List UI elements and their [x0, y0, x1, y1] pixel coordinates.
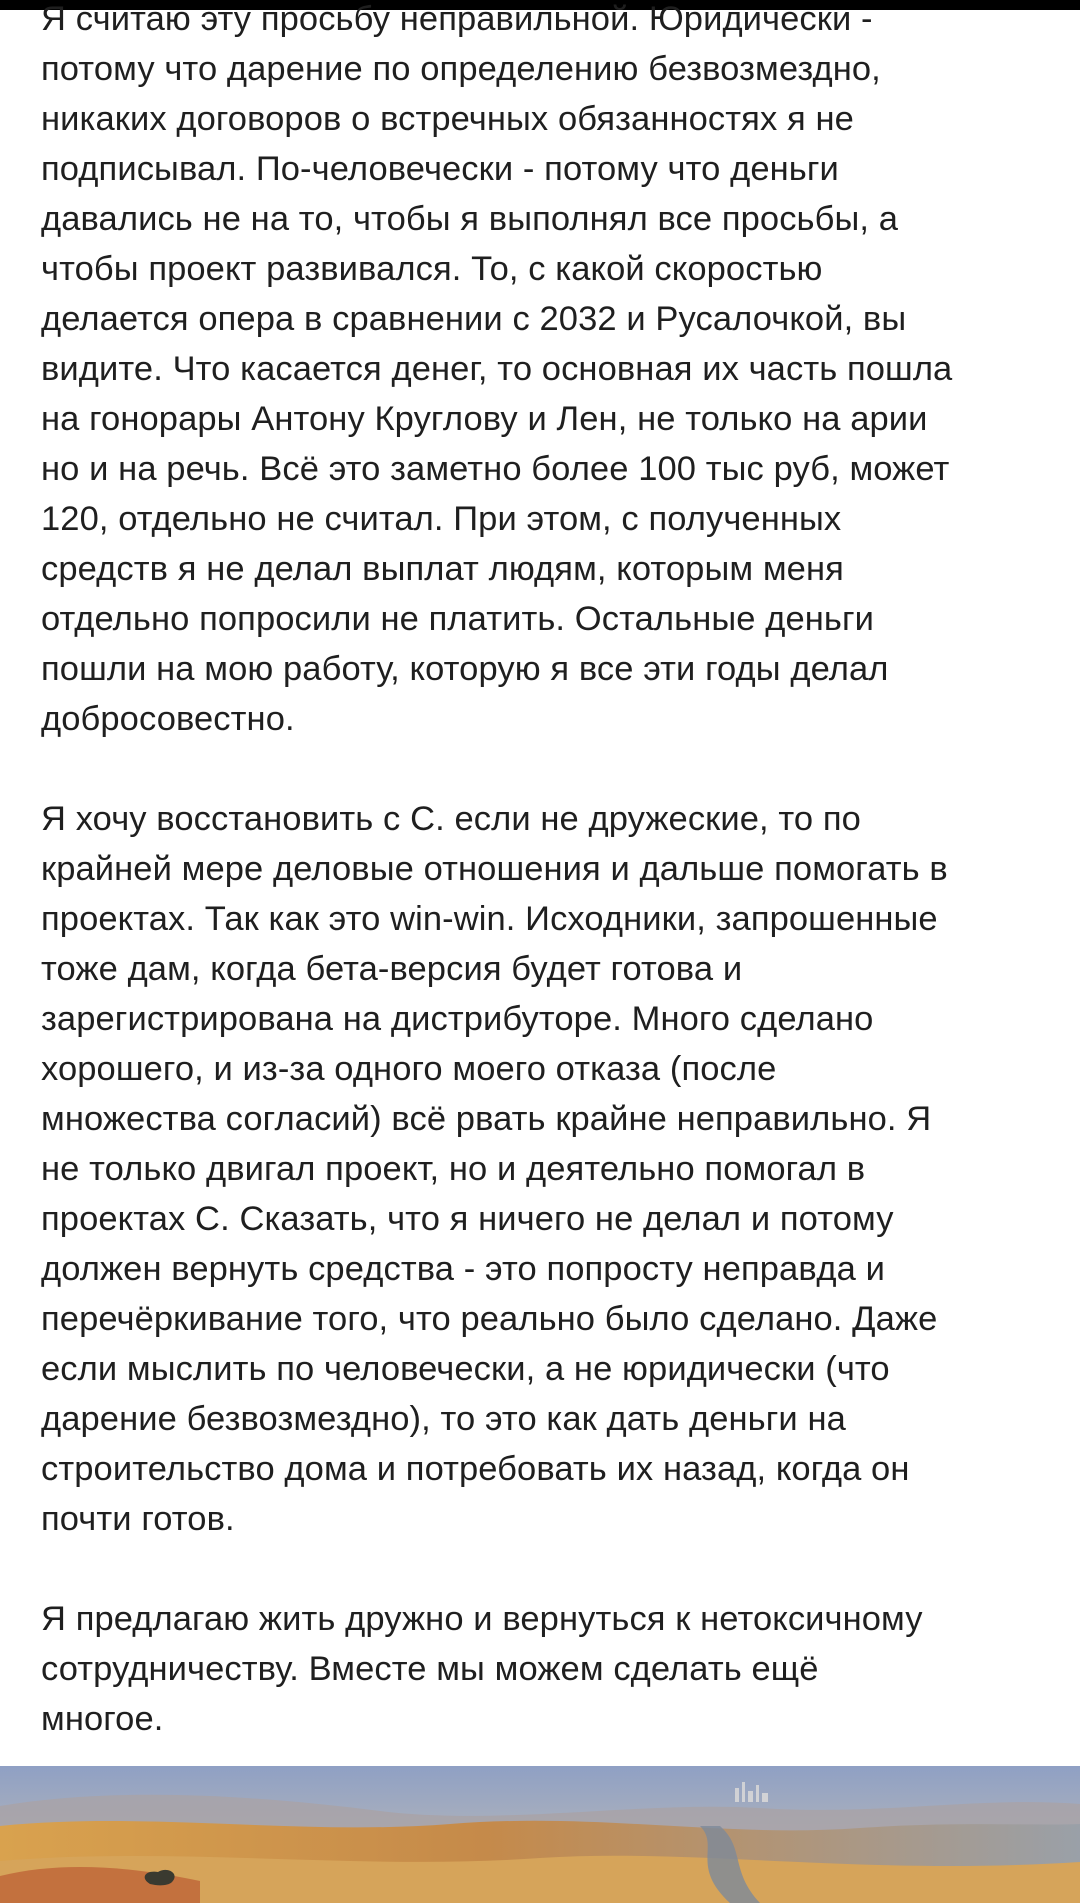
text-line: подписывал. По-человечески - потому что деньги — [41, 150, 839, 188]
text-line: средств я не делал выплат людям, которым меня — [41, 550, 844, 588]
text-line: проектах. Так как это win-win. Исходники, запрошенные — [41, 900, 938, 938]
text-line: Я считаю эту просьбу неправильной. Юридически - — [41, 0, 873, 38]
text-line: видите. Что касается денег, то основная их часть пошла — [41, 350, 953, 388]
text-line: множества согласий) всё рвать крайне неправильно. Я — [41, 1100, 932, 1138]
text-line: пошли на мою работу, которую я все эти годы делал — [41, 650, 889, 688]
cover-image[interactable] — [0, 1766, 1080, 1903]
text-line: если мыслить по человечески, а не юридически (что — [41, 1350, 890, 1388]
paragraph-3 — [41, 1594, 1051, 1744]
text-line: чтобы проект развивался. То, с какой скоростью — [41, 250, 823, 288]
text-line: должен вернуть средства - это попросту неправда и — [41, 1250, 885, 1288]
text-line: почти готов. — [41, 1500, 235, 1538]
text-line: потому что дарение по определению безвозмездно, — [41, 50, 881, 88]
text-line: никаких договоров о встречных обязанностях я не — [41, 100, 854, 138]
text-line: дарение безвозмездно), то это как дать деньги на — [41, 1400, 846, 1438]
text-line: тоже дам, когда бета-версия будет готова и — [41, 950, 743, 988]
text-line: перечёркивание того, что реально было сделано. Даже — [41, 1300, 938, 1338]
text-line: отдельно попросили не платить. Остальные деньги — [41, 600, 875, 638]
text-line: многое. — [41, 1700, 164, 1738]
text-line: не только двигал проект, но и деятельно помогал в — [41, 1150, 866, 1188]
text-line: на гонорары Антону Круглову и Лен, не только на арии — [41, 400, 928, 438]
text-line: добросовестно. — [41, 700, 295, 738]
article-body — [41, 0, 1051, 1744]
text-line: крайней мере деловые отношения и дальше помогать в — [41, 850, 948, 888]
text-line: 120, отдельно не считал. При этом, с полученных — [41, 500, 842, 538]
text-line: сотрудничеству. Вместе мы можем сделать ещё — [41, 1650, 819, 1688]
landscape-painting-icon — [0, 1766, 1080, 1903]
text-line: зарегистрирована на дистрибуторе. Много сделано — [41, 1000, 874, 1038]
text-line: давались не на то, чтобы я выполнял все просьбы, а — [41, 200, 899, 238]
paragraph-2 — [41, 794, 1051, 1544]
text-line: но и на речь. Всё это заметно более 100 тыс руб, может — [41, 450, 950, 488]
text-line: Я предлагаю жить дружно и вернуться к нетоксичному — [41, 1600, 923, 1638]
text-line: Я хочу восстановить с С. если не дружеские, то по — [41, 800, 861, 838]
paragraph-1 — [41, 0, 1051, 744]
text-line: строительство дома и потребовать их назад, когда он — [41, 1450, 910, 1488]
text-line: делается опера в сравнении с 2032 и Русалочкой, вы — [41, 300, 907, 338]
text-line: проектах С. Сказать, что я ничего не делал и потому — [41, 1200, 894, 1238]
text-line: хорошего, и из-за одного моего отказа (после — [41, 1050, 777, 1088]
